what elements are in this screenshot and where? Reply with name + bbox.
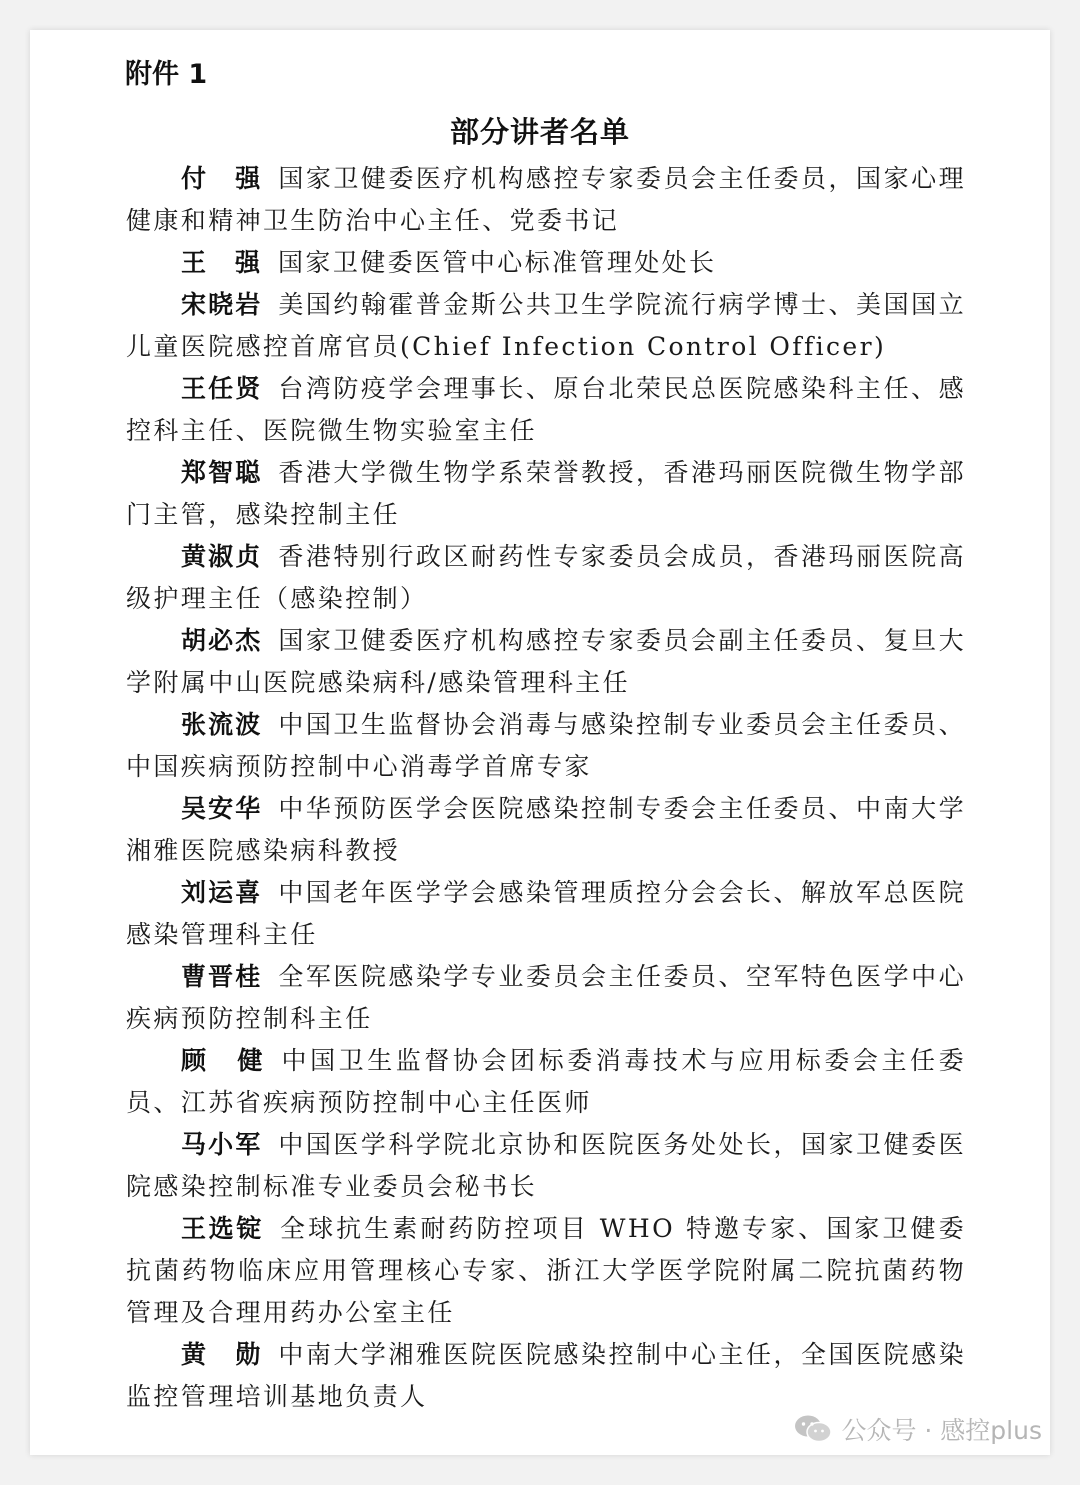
- speaker-entry: [126, 956, 966, 1040]
- watermark: [793, 1411, 1042, 1447]
- speaker-description: 国家卫健委医管中心标准管理处处长: [278, 248, 717, 277]
- speaker-entry: [126, 1040, 966, 1124]
- speaker-name: 付 强: [181, 164, 263, 193]
- speaker-description: 美国约翰霍普金斯公共卫生学院流行病学博士、美国国立儿童医院感控首席官员(Chief Infection Control Officer): [126, 290, 966, 361]
- speaker-name: 王选锭: [181, 1214, 265, 1243]
- speaker-entry: [126, 536, 966, 620]
- speaker-description: 国家卫健委医疗机构感控专家委员会副主任委员、复旦大学附属中山医院感染病科/感染管理科主任: [126, 626, 966, 697]
- speaker-entry: [126, 1208, 966, 1334]
- attachment-label: 附件 1: [125, 59, 208, 90]
- speaker-name: 黄 勋: [181, 1340, 263, 1369]
- speaker-name: 黄淑贞: [181, 542, 263, 571]
- speaker-description: 中国老年医学学会感染管理质控分会会长、解放军总医院感染管理科主任: [126, 878, 966, 949]
- speaker-description: 国家卫健委医疗机构感控专家委员会主任委员，国家心理健康和精神卫生防治中心主任、党委书记: [126, 164, 966, 235]
- speaker-name: 张流波: [181, 710, 263, 739]
- speaker-entry: [126, 872, 966, 956]
- watermark-text: 公众号 · 感控plus: [841, 1416, 1042, 1445]
- speaker-entry: [126, 1334, 966, 1418]
- speaker-name: 王任贤: [181, 374, 263, 403]
- speaker-entry: [126, 788, 966, 872]
- speaker-list: [126, 158, 966, 1418]
- wechat-icon: [793, 1414, 833, 1444]
- speaker-entry: [126, 704, 966, 788]
- speaker-entry: [126, 158, 966, 242]
- speaker-name: 马小军: [181, 1130, 263, 1159]
- speaker-name: 胡必杰: [181, 626, 263, 655]
- speaker-entry: [126, 242, 966, 284]
- speaker-name: 刘运喜: [181, 878, 263, 907]
- speaker-description: 中南大学湘雅医院医院感染控制中心主任，全国医院感染监控管理培训基地负责人: [126, 1340, 966, 1411]
- speaker-description: 中国卫生监督协会团标委消毒技术与应用标委会主任委员、江苏省疾病预防控制中心主任医师: [126, 1046, 966, 1117]
- speaker-name: 顾 健: [181, 1046, 266, 1075]
- speaker-description: 台湾防疫学会理事长、原台北荣民总医院感染科主任、感控科主任、医院微生物实验室主任: [126, 374, 966, 445]
- speaker-entry: [126, 368, 966, 452]
- speaker-entry: [126, 452, 966, 536]
- document-title: 部分讲者名单: [449, 115, 630, 149]
- speaker-description: 全球抗生素耐药防控项目 WHO 特邀专家、国家卫健委抗菌药物临床应用管理核心专家、浙江大学医学院附属二院抗菌药物管理及合理用药办公室主任: [126, 1214, 966, 1327]
- speaker-name: 王 强: [181, 248, 263, 277]
- speaker-description: 全军医院感染学专业委员会主任委员、空军特色医学中心疾病预防控制科主任: [126, 962, 966, 1033]
- speaker-description: 中华预防医学会医院感染控制专委会主任委员、中南大学湘雅医院感染病科教授: [126, 794, 966, 865]
- speaker-entry: [126, 1124, 966, 1208]
- document-page: [30, 30, 1050, 1455]
- speaker-name: 郑智聪: [181, 458, 263, 487]
- speaker-entry: [126, 620, 966, 704]
- speaker-description: 中国医学科学院北京协和医院医务处处长，国家卫健委医院感染控制标准专业委员会秘书长: [126, 1130, 966, 1201]
- speaker-entry: [126, 284, 966, 368]
- speaker-description: 中国卫生监督协会消毒与感染控制专业委员会主任委员、中国疾病预防控制中心消毒学首席专家: [126, 710, 966, 781]
- speaker-description: 香港大学微生物学系荣誉教授，香港玛丽医院微生物学部门主管，感染控制主任: [126, 458, 966, 529]
- speaker-name: 吴安华: [181, 794, 263, 823]
- speaker-description: 香港特别行政区耐药性专家委员会成员，香港玛丽医院高级护理主任（感染控制）: [126, 542, 966, 613]
- speaker-name: 宋晓岩: [181, 290, 263, 319]
- speaker-name: 曹晋桂: [181, 962, 263, 991]
